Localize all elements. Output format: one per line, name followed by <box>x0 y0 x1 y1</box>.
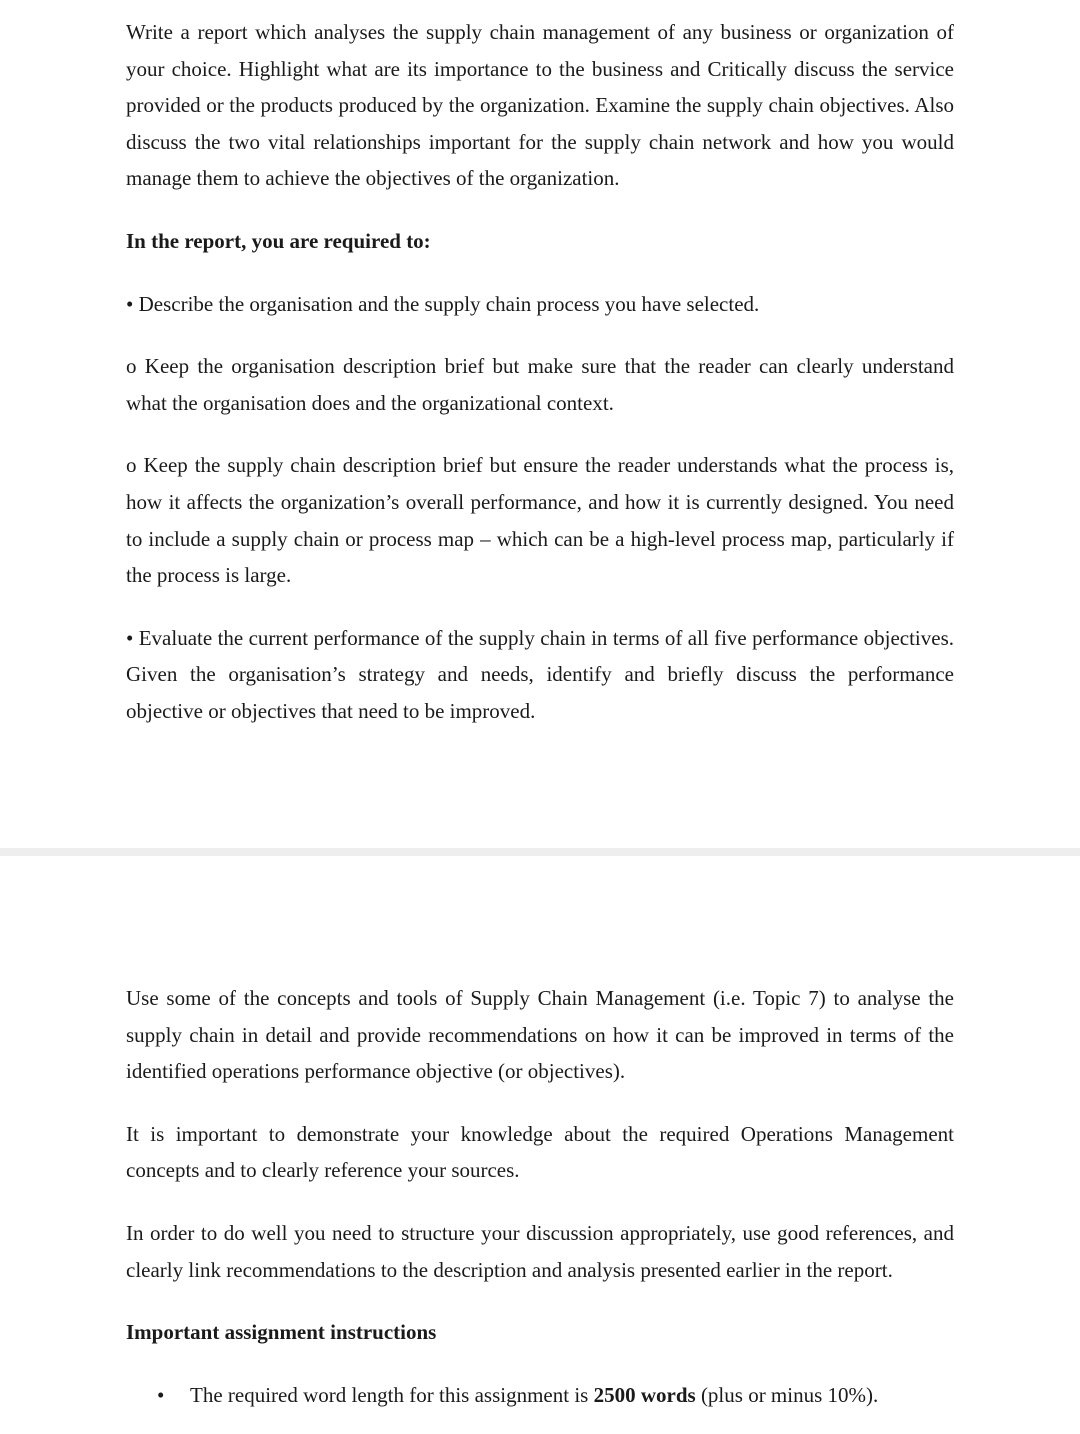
document-page-2 <box>0 856 1080 1434</box>
word-length-tolerance: (plus or minus 10%). <box>695 1382 879 1407</box>
instructions-list <box>126 1377 954 1414</box>
instructions-heading: Important assignment instructions <box>126 1320 437 1345</box>
structure-paragraph: In order to do well you need to structure your discussion appropriately, use good references, and clearly link recommendations to the description and analysis presented earlier in the report. <box>126 1220 954 1282</box>
sub-bullet-supply-chain-description: o Keep the supply chain description brief but ensure the reader understands what the process is, how it affects the organization’s overall performance, and how it is currently designed. You need to include a supply chain or process map – which can be a high-level process map, particularly if the process is large. <box>126 453 954 588</box>
page-1-content <box>126 14 954 730</box>
knowledge-paragraph: It is important to demonstrate your knowledge about the required Operations Management concepts and to clearly reference your sources. <box>126 1121 954 1183</box>
list-item <box>126 1377 954 1414</box>
bullet-marker: • <box>157 1382 165 1407</box>
page-separator <box>0 848 1080 856</box>
word-length-text: The required word length for this assignment is <box>190 1382 594 1407</box>
requirements-heading: In the report, you are required to: <box>126 228 431 253</box>
intro-paragraph: Write a report which analyses the supply chain management of any business or organization of your choice. Highlight what are its importance to the business and Critically discuss the service provided or the products produced by the organization. Examine the supply chain objectives. Also discuss the two vital relationships important for the supply chain network and how you would manage them to achieve the objectives of the organization. <box>126 20 954 191</box>
bullet-evaluate-performance: • Evaluate the current performance of the supply chain in terms of all five performance objectives. Given the organisation’s strategy and needs, identify and briefly discuss the performance objective or objectives that need to be improved. <box>126 625 954 723</box>
concepts-paragraph: Use some of the concepts and tools of Supply Chain Management (i.e. Topic 7) to analyse the supply chain in detail and provide recommendations on how it can be improved in terms of the identified operations performance objective (or objectives). <box>126 986 954 1084</box>
sub-bullet-organisation-description: o Keep the organisation description brief but make sure that the reader can clearly understand what the organisation does and the organizational context. <box>126 354 954 415</box>
bullet-describe-organisation: • Describe the organisation and the supply chain process you have selected. <box>126 291 760 316</box>
word-count: 2500 words <box>593 1382 696 1407</box>
page-2-content <box>126 980 954 1413</box>
